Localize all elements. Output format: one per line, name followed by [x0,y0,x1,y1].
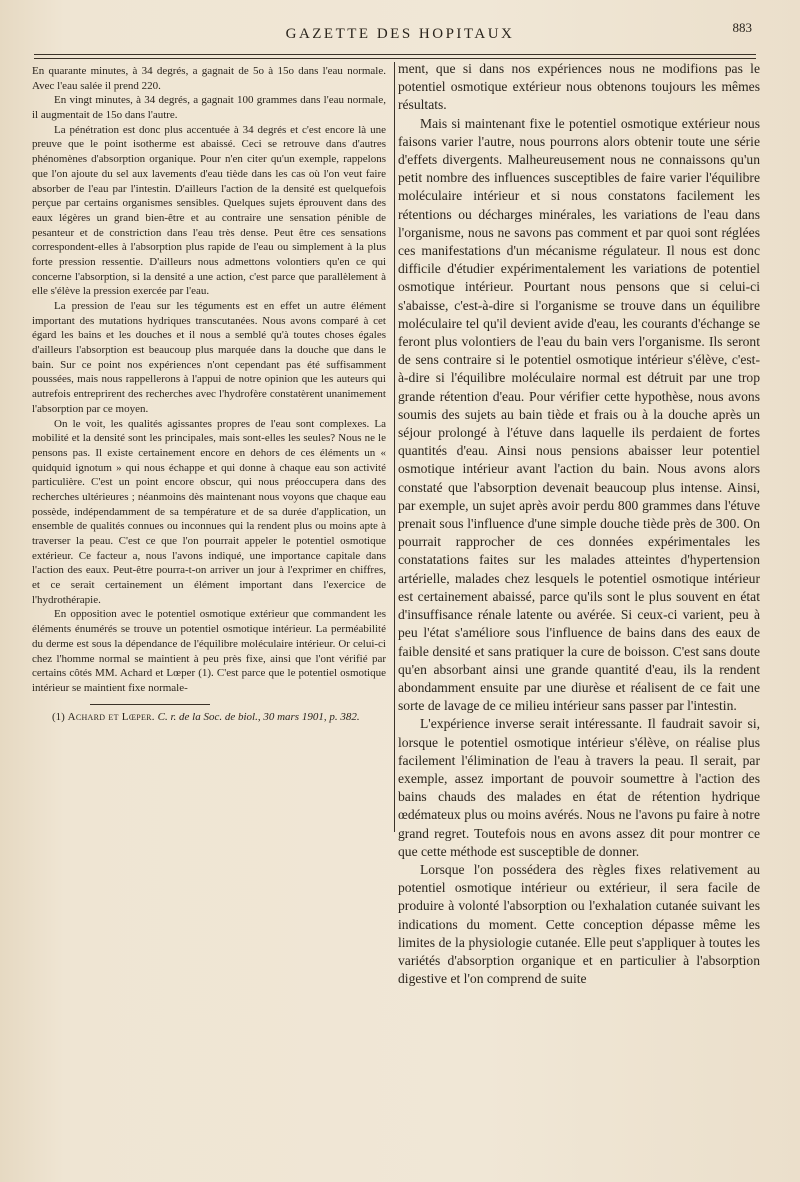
column-divider [394,62,395,832]
paragraph: En quarante minutes, à 34 degrés, a gagnait de 5o à 15o dans l'eau normale. Avec l'eau salée il prend 220. [32,65,386,92]
paragraph: En vingt minutes, à 34 degrés, a gagnait 100 grammes dans l'eau normale, il augmentait de 15o dans l'autre. [32,94,386,122]
page-number: 883 [732,20,752,35]
paragraph: ment, que si dans nos expériences nous ne modifions pas le potentiel osmotique extérieur nous obtenons toujours les mêmes résultats. [398,61,760,113]
paragraph: En opposition avec le potentiel osmotique extérieur que commandent les éléments énumérés se trouve un potentiel osmotique intérieur. La perméabilité du derme est sous la dépendance de l'équilibre moléculaire intérieur. Or celui-ci chez l'homme normal se maintient à peu près fixe, ainsi que l'ont vérifié par certains côtés MM. Achard et Lœper (1). C'est parce que le potentiel osmotique intérieur se maintient fixe normale- [32,608,386,694]
running-title: GAZETTE DES HOPITAUX [285,26,515,42]
paragraph: Lorsque l'on possédera des règles fixes relativement au potentiel osmotique intérieur ou extérieur, il sera facile de produire à volonté l'absorption ou l'exhalation cutanée suivant les indications du moment. Cette conception dépasse même les limites de la physiologie cutanée. Elle peut s'appliquer à toutes les variétés d'absorption organique et en particulier à l'absorption digestive et l'on comprend de suite [398,861,760,987]
paragraph: On le voit, les qualités agissantes propres de l'eau sont complexes. La mobilité et la densité sont les principales, mais sont-elles les seules? Nous ne le pensons pas. Il existe certainement encore en dehors de ces éléments un « quidquid ignotum » qui nous échappe et qui donne à chaque eau son activité particulière. C'est un point encore obscur, qui nous préoccupera dans des recherches ultérieures ; néanmoins dès maintenant nous voyons que chaque eau possède, indépendamment de sa température et de sa durée d'application, un ensemble de qualités connues ou inconnues qui la rendent plus ou moins apte à traverser la peau. C'est ce que l'on pourrait appeler le potentiel osmotique extérieur. Ce facteur a, nous l'avons indiqué, une importance capitale dans l'action des eaux. Peut-être pourra-t-on arriver un jour à l'exprimer en chiffres, et ce serait certainement un élément important dans l'exercice de l'hydrothérapie. [32,417,386,606]
footnote [52,710,386,724]
footnote-marker: (1) [52,711,65,723]
paragraph: La pression de l'eau sur les téguments est en effet un autre élément important des mutations hydriques transcutanées. Nous avons comparé à cet égard les bains et les douches et il nous a semblé qu'à toutes choses égales d'ailleurs l'absorption est beaucoup plus marquée dans la douche que dans le bain. Sur ce point nos expériences n'ont cependant pas été suffisamment poussées, mais nous rappellerons à l'appui de notre opinion que les auteurs qui autrefois entreprirent des recherches avec l'hydrofère constatèrent unanimement l'absorption par ce moyen. [32,300,386,415]
footnote-authors: Achard et Lœper. [67,711,155,723]
footnote-rule [90,704,210,705]
paragraph: Mais si maintenant fixe le potentiel osmotique extérieur nous faisons varier l'autre, nous pourrons alors obtenir toute une série d'effets divergents. Malheureusement nous ne connaissons qu'un petit nombre des influences susceptibles de faire varier l'équilibre moléculaire intérieur et si nous constatons facilement les rétentions ou décharges minérales, les variations de l'eau dans l'organisme, nous ne savons pas comment et par quoi sont réglées ces manifestations d'un mécanisme régulateur. Il nous est donc difficile d'étudier expérimentalement les variations de potentiel osmotique intérieur. Pourtant nous pensons que si celui-ci s'abaisse, c'est-à-dire si l'organisme se trouve dans un équilibre moléculaire tel qu'il devient avide d'eau, les courants d'échange se feront plus volontiers de l'eau du bain vers l'organisme. Ils seront de sens contraire si le potentiel osmotique intérieur s'élève, c'est-à-dire si l'équilibre moléculaire normal est détruit par une trop grande rétention d'eau. Pour vérifier cette hypothèse, nous avons soumis des sujets au bain tiède et frais ou à la douche après un séjour prolongé à l'étuve dans laquelle ils perdaient de fortes quantités d'eau. Ainsi nous pensions abaisser leur potentiel osmotique intérieur avant l'action du bain. Nous avons alors constaté que l'absorption devenait beaucoup plus intense. Ainsi, par exemple, un sujet après avoir perdu 800 grammes dans l'étuve prenait sous l'influence d'une simple douche tiède près de 300. On pourrait rapprocher de ces données expérimentales les constatations faites sur les malades atteintes d'hypertension artérielle, malades chez lesquels le potentiel osmotique intérieur est certainement abaissé, parce qu'ils sont le plus souvent en état d'insuffisance rénale latente ou avérée. Si ceux-ci varient, peu à peu l'état s'améliore sous l'influence de bains dans des eaux de faible densité et sans pratiquer la cure de boisson. C'est sans doute qu'en absorbant ainsi une grande quantité d'eau, ils la rendent abondamment ensuite par une diurèse et réalisent de ce fait une sorte de lavage de ce milieu intérieur sans passer par l'intestin. [398,115,760,714]
right-column [398,60,760,988]
footnote-citation: C. r. de la Soc. de biol., 30 mars 1901, p. 382. [157,711,360,723]
paragraph: La pénétration est donc plus accentuée à 34 degrés et c'est encore là une preuve que le point isotherme est abaissé. Ceci se retrouve dans d'autres phénomènes d'absorption organique. Pour n'en citer qu'un exemple, rappelons que l'on ajoute du sel aux lavements d'eau tiède dans les cas où l'on veut faire absorber de l'eau par l'intestin. D'ailleurs l'action de la densité est quelquefois perçue par certains organismes sensibles. Quelques sujets éprouvent dans des eaux légères un grand bien-être et au contraire une sensation pénible de pesanteur et de constriction dans l'eau très dense. Peut être ces sensations correspondent-elles à l'absorption plus rapide de l'eau ou simplement à la plus forte pression ressentie. D'ailleurs nous admettons volontiers qu'en ce qui concerne l'absorption, si la densité a une action, c'est parce que parallèlement à elle s'élève la pression exercée par l'eau. [32,123,386,298]
left-column [32,64,386,696]
page-header [0,18,800,48]
paragraph: L'expérience inverse serait intéressante. Il faudrait savoir si, lorsque le potentiel osmotique intérieur s'élève, on réalise plus facilement l'élimination de l'eau à travers la peau. Il serait, par exemple, assez important de pouvoir soumettre à l'action des bains chauds des malades en état de rétention hydrique œdémateux plus ou moins avérés. Nous ne l'avons pu faire à notre grand regret. Toutefois nous en avons assez dit pour montrer ce que cette méthode est susceptible de donner. [398,716,760,859]
header-rule-thin [34,58,756,59]
header-rule [34,54,756,55]
